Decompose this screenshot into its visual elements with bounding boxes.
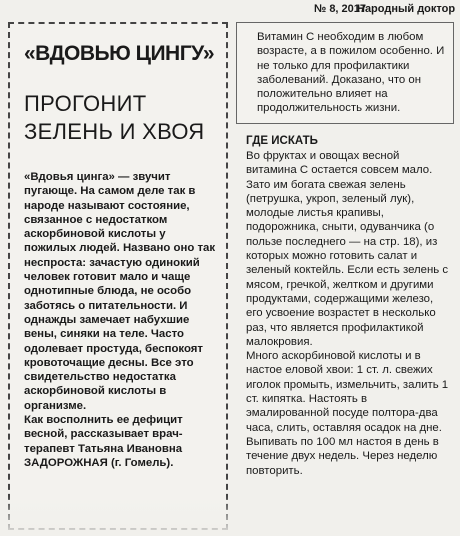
- article-lead: [24, 170, 220, 470]
- section-paragraph-2: Много аскорбиновой кислоты и в настое еловой хвои: 1 ст. л. свежих иголок промыть, измельчить, залить 1 ст. кипятка. Настоять в эмалированной посуде полтора-два часа, слить, оставляя осадок на дне. Выпивать по 100 мл настоя в день в течение двух недель. Через неделю повторить.: [246, 350, 449, 477]
- article-headline: «ВДОВЬЮ ЦИНГУ»: [24, 42, 215, 65]
- article-subheadline: ПРОГОНИТ ЗЕЛЕНЬ И ХВОЯ: [24, 91, 205, 144]
- section-body: [246, 149, 452, 478]
- article-side-column: [236, 22, 454, 530]
- page-header: [0, 0, 460, 20]
- issue-number: № 8, 2017: [314, 3, 367, 15]
- intro-box: Витамин С необходим в любом возрасте, а в пожилом особенно. И не только для профилактики заболеваний. Доказано, что он положительно влияет на продолжительность жизни.: [236, 22, 454, 124]
- publication-name: Народный доктор: [357, 3, 456, 15]
- lead-paragraph: «Вдовья цинга» — звучит пугающе. На самом деле так в народе называют состояние, связанное с недостатком аскорбиновой кислоты у пожилых людей. Названо оно так неспроста: зачастую одинокий человек готовит мало и чаще однотипные блюда, не особо заботясь о питательности. И однажды замечает набухшие вены, синяки на теле. Часто одолевает простуда, беспокоят кровоточащие десны. Все это свидетельство недостатка аскорбиновой кислоты в организме.: [24, 171, 216, 412]
- section-paragraph-1: Во фруктах и овощах весной витамина С остается совсем мало. Зато им богата свежая зелень (петрушка, укроп, зеленый лук), молодые листья крапивы, подорожника, сныти, одуванчика (о пользе последнего — на стр. 18), из которых можно готовить салат и зеленый коктейль. Если есть зелень с мясом, гречкой, желтком и другими продуктами, содержащими железо, его усвоение возрастет в несколько раз, что является профилактикой малокровия.: [246, 150, 449, 348]
- section-title: ГДЕ ИСКАТЬ: [246, 135, 318, 147]
- article-main-box: [8, 22, 228, 530]
- lead-paragraph-2: Как восполнить ее дефицит весной, рассказывает врач-терапевт Татьяна Ивановна ЗАДОРОЖНАЯ (г. Гомель).: [24, 414, 183, 469]
